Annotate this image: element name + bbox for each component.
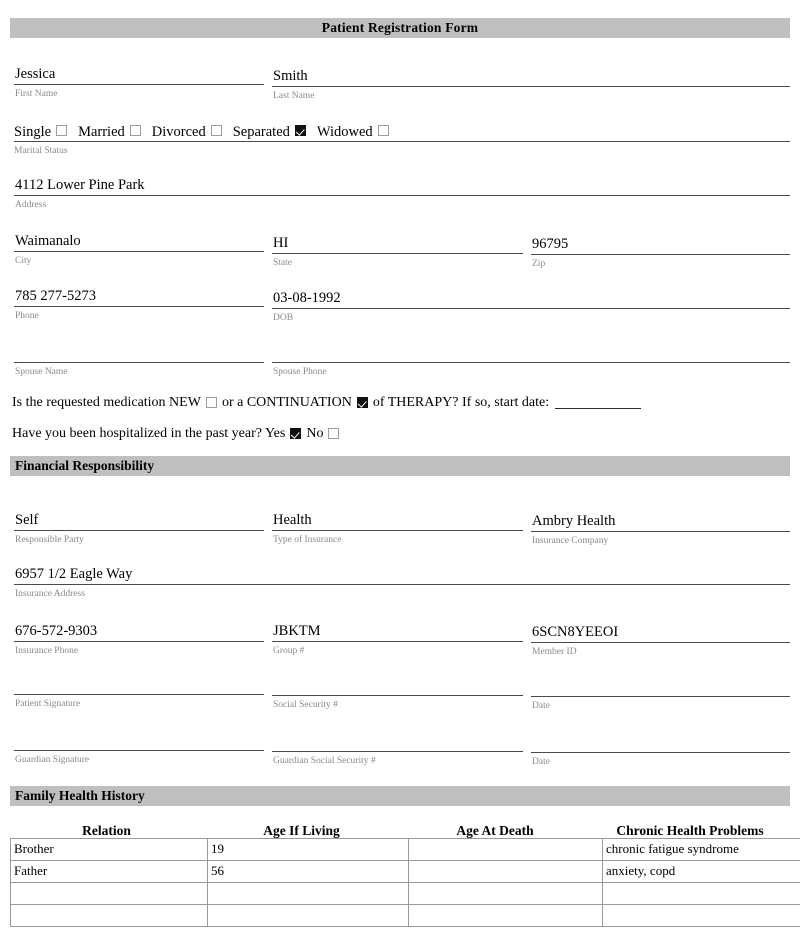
field-spouse-name[interactable] (14, 344, 264, 378)
patient-signature-caption: Patient Signature (15, 699, 81, 709)
family-history-cell-age-at-death[interactable] (409, 883, 603, 905)
marital-status-options[interactable] (14, 122, 790, 141)
table-row[interactable] (11, 883, 800, 905)
responsible-party-caption: Responsible Party (15, 535, 84, 545)
address-value: 4112 Lower Pine Park (15, 177, 145, 193)
medication-question-part3: of THERAPY? If so, start date: (372, 395, 550, 410)
marital-option-label: Widowed (316, 123, 373, 140)
date-patient-value (531, 678, 790, 696)
social-security-caption: Social Security # (273, 700, 338, 710)
guardian-signature-value (14, 732, 264, 750)
city-caption: City (15, 256, 32, 266)
family-history-cell-age-if-living[interactable] (208, 905, 409, 927)
financial-responsibility-bar (10, 456, 790, 476)
date-guardian-value (531, 734, 790, 752)
first-name-value: Jessica (15, 66, 56, 82)
hospitalized-no-label: No (306, 426, 324, 441)
family-history-cell-relation[interactable]: Brother (11, 839, 208, 861)
checkbox-medication-continuation[interactable] (357, 397, 368, 408)
spouse-phone-value (272, 344, 790, 362)
dob-value: 03-08-1992 (273, 290, 341, 306)
member-id-value: 6SCN8YEEOI (532, 624, 619, 640)
field-address[interactable] (14, 177, 790, 211)
field-guardian-signature[interactable] (14, 732, 264, 766)
table-row[interactable] (11, 839, 800, 861)
family-history-column-header: Chronic Health Problems (616, 823, 764, 838)
marital-option-label: Separated (232, 123, 290, 140)
family-history-cell-age-at-death[interactable] (409, 905, 603, 927)
family-history-column-header: Age At Death (456, 823, 534, 838)
family-history-cell-age-if-living[interactable]: 19 (208, 839, 409, 861)
family-health-history-header-row (10, 818, 790, 838)
family-health-history-table (10, 838, 800, 927)
spouse-name-caption: Spouse Name (15, 367, 68, 377)
field-type-of-insurance[interactable] (272, 512, 523, 546)
marital-option-single[interactable] (14, 123, 72, 141)
date-guardian-caption: Date (532, 757, 550, 767)
family-health-history-title: Family Health History (15, 788, 145, 803)
family-history-cell-age-at-death[interactable] (409, 861, 603, 883)
group-number-value: JBKTM (273, 623, 321, 639)
family-history-cell-age-if-living[interactable] (208, 883, 409, 905)
zip-caption: Zip (532, 259, 546, 269)
checkbox-marital-married[interactable] (130, 125, 141, 136)
family-history-cell-problems[interactable]: anxiety, copd (603, 861, 800, 883)
family-history-cell-problems[interactable]: chronic fatigue syndrome (603, 839, 800, 861)
checkbox-marital-separated[interactable] (295, 125, 306, 136)
city-value: Waimanalo (15, 233, 81, 249)
marital-option-married[interactable] (78, 123, 146, 141)
field-first-name[interactable] (14, 66, 264, 100)
checkbox-hospitalized-yes[interactable] (290, 428, 301, 439)
question-medication-type[interactable] (12, 394, 641, 412)
family-history-cell-age-if-living[interactable]: 56 (208, 861, 409, 883)
type-of-insurance-value: Health (273, 512, 312, 528)
family-history-cell-problems[interactable] (603, 883, 800, 905)
field-insurance-company[interactable] (531, 513, 790, 547)
patient-signature-value (14, 676, 264, 694)
field-insurance-address[interactable] (14, 566, 790, 600)
family-health-history-table-wrap (10, 818, 790, 927)
spouse-phone-caption: Spouse Phone (273, 367, 327, 377)
social-security-value (272, 677, 523, 695)
address-caption: Address (15, 200, 47, 210)
family-history-cell-relation[interactable]: Father (11, 861, 208, 883)
marital-option-label: Single (14, 123, 52, 140)
field-social-security[interactable] (272, 677, 523, 711)
table-row[interactable] (11, 905, 800, 927)
marital-status-caption: Marital Status (14, 146, 68, 156)
field-last-name[interactable] (272, 68, 790, 102)
phone-value: 785 277-5273 (15, 288, 96, 304)
family-history-column-header: Relation (82, 823, 131, 838)
guardian-signature-caption: Guardian Signature (15, 755, 90, 765)
checkbox-hospitalized-no[interactable] (328, 428, 339, 439)
checkbox-marital-divorced[interactable] (211, 125, 222, 136)
field-insurance-phone[interactable] (14, 623, 264, 657)
field-date-patient[interactable] (531, 678, 790, 712)
family-history-column-header: Age If Living (263, 823, 340, 838)
medication-question-part1: Is the requested medication NEW (12, 395, 201, 410)
first-name-caption: First Name (15, 89, 58, 99)
field-phone[interactable] (14, 288, 264, 322)
family-health-history-bar (10, 786, 790, 806)
field-marital-status[interactable] (14, 122, 790, 157)
insurance-phone-caption: Insurance Phone (15, 646, 79, 656)
marital-option-label: Married (78, 123, 125, 140)
insurance-phone-value: 676-572-9303 (15, 623, 98, 639)
responsible-party-value: Self (15, 512, 39, 528)
state-caption: State (273, 258, 292, 268)
state-value: HI (273, 235, 289, 251)
family-history-cell-relation[interactable] (11, 905, 208, 927)
spouse-name-value (14, 344, 264, 362)
family-history-cell-problems[interactable] (603, 905, 800, 927)
marital-option-divorced[interactable] (152, 123, 227, 141)
guardian-social-security-caption: Guardian Social Security # (273, 756, 376, 766)
table-row[interactable] (11, 861, 800, 883)
marital-option-separated[interactable] (233, 123, 311, 141)
start-date-input[interactable] (555, 397, 641, 409)
medication-question-part2: or a CONTINUATION (221, 395, 352, 410)
field-guardian-social-security[interactable] (272, 733, 523, 767)
question-hospitalized[interactable] (12, 425, 344, 443)
marital-option-label: Divorced (151, 123, 206, 140)
checkbox-marital-single[interactable] (56, 125, 67, 136)
checkbox-marital-widowed[interactable] (378, 125, 389, 136)
field-responsible-party[interactable] (14, 512, 264, 546)
field-member-id[interactable] (531, 624, 790, 658)
financial-responsibility-title: Financial Responsibility (15, 458, 155, 473)
field-city[interactable] (14, 233, 264, 267)
guardian-social-security-value (272, 733, 523, 751)
field-state[interactable] (272, 235, 523, 269)
phone-caption: Phone (15, 311, 39, 321)
last-name-value: Smith (273, 68, 308, 84)
insurance-address-value: 6957 1/2 Eagle Way (15, 566, 133, 582)
type-of-insurance-caption: Type of Insurance (273, 535, 342, 545)
insurance-company-caption: Insurance Company (532, 536, 609, 546)
form-title-bar (10, 18, 790, 38)
hospitalized-prompt: Have you been hospitalized in the past year? Yes (12, 426, 286, 441)
group-number-caption: Group # (273, 646, 305, 656)
family-history-cell-relation[interactable] (11, 883, 208, 905)
dob-caption: DOB (273, 313, 294, 323)
field-zip[interactable] (531, 236, 790, 270)
family-history-cell-age-at-death[interactable] (409, 839, 603, 861)
marital-option-widowed[interactable] (317, 123, 394, 141)
checkbox-medication-new[interactable] (206, 397, 217, 408)
insurance-company-value: Ambry Health (532, 513, 616, 529)
member-id-caption: Member ID (532, 647, 577, 657)
page-title: Patient Registration Form (321, 20, 479, 35)
field-patient-signature[interactable] (14, 676, 264, 710)
date-patient-caption: Date (532, 701, 550, 711)
last-name-caption: Last Name (273, 91, 315, 101)
field-spouse-phone[interactable] (272, 344, 790, 378)
insurance-address-caption: Insurance Address (15, 589, 85, 599)
field-dob[interactable] (272, 290, 790, 324)
zip-value: 96795 (532, 236, 569, 252)
field-date-guardian[interactable] (531, 734, 790, 768)
field-group-number[interactable] (272, 623, 523, 657)
